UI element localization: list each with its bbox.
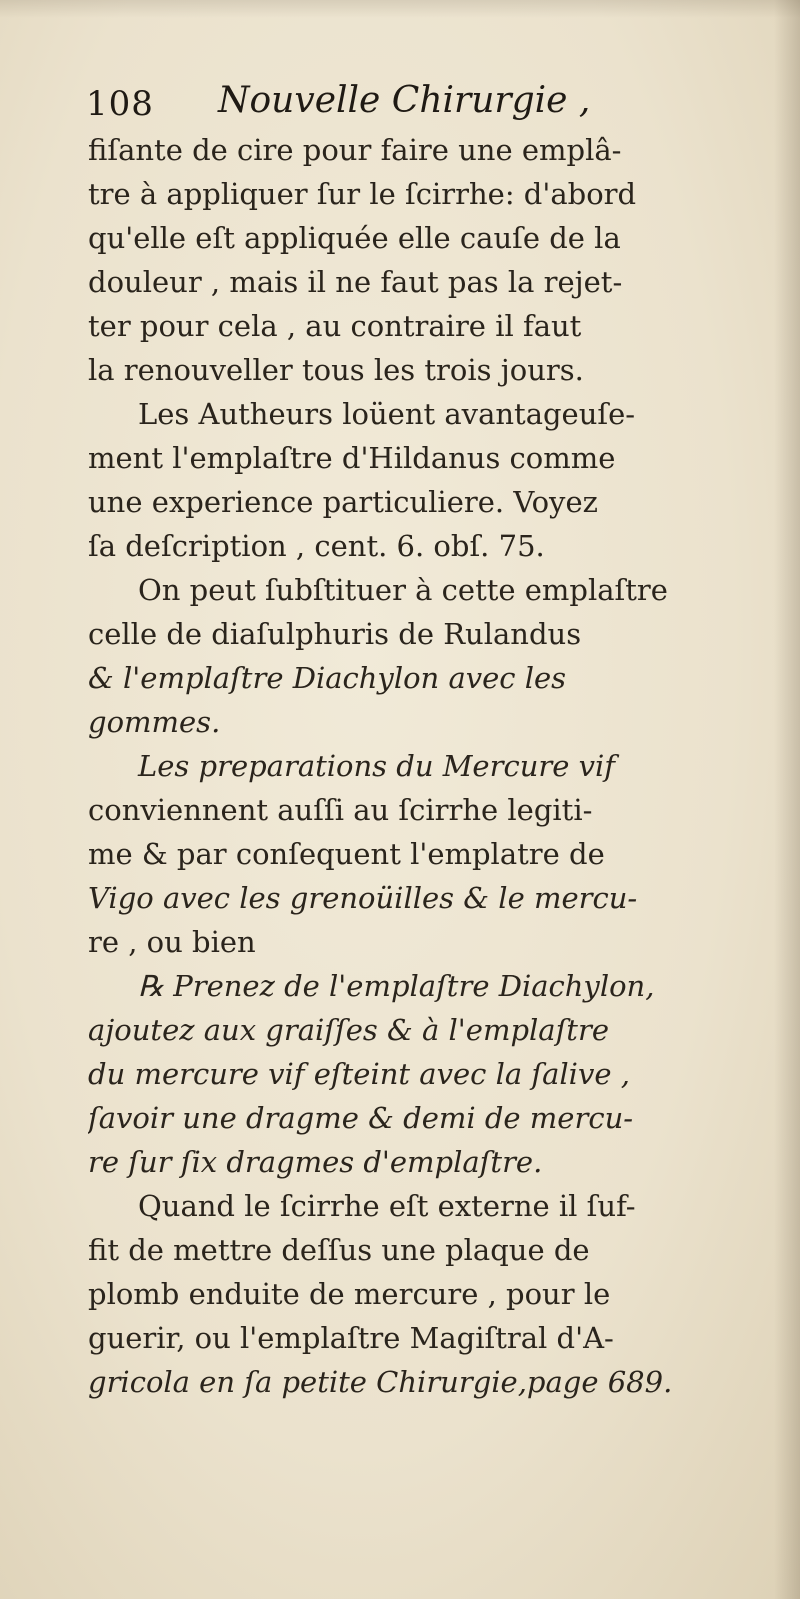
text-line: ment l'emplaſtre d'Hildanus comme	[88, 441, 616, 475]
text-line: Quand le ſcirrhe eſt externe il ſuf-	[138, 1189, 636, 1223]
text-line: re ſur ſix dragmes d'emplaſtre.	[88, 1145, 543, 1179]
text-line: plomb enduite de mercure , pour le	[88, 1277, 611, 1311]
text-line: une experience particuliere. Voyez	[88, 485, 598, 519]
text-line: ℞ Prenez de l'emplaſtre Diachylon,	[138, 969, 655, 1003]
text-line: ajoutez aux graiſſes & à l'emplaſtre	[88, 1013, 609, 1047]
text-line: me & par conſequent l'emplatre de	[88, 837, 605, 871]
text-line: gricola en ſa petite Chirurgie,page 689.	[88, 1365, 673, 1399]
text-line: Les preparations du Mercure vif	[138, 749, 616, 783]
text-line: du mercure vif eſteint avec la ſalive ,	[88, 1057, 630, 1091]
text-line: douleur , mais il ne faut pas la rejet-	[88, 265, 623, 299]
page-top-shadow	[0, 0, 800, 18]
page-number: 108	[86, 84, 154, 124]
text-line: ſavoir une dragme & demi de mercu-	[88, 1101, 634, 1135]
text-line: tre à appliquer ſur le ſcirrhe: d'abord	[88, 177, 637, 211]
running-title: Nouvelle Chirurgie ,	[218, 80, 591, 121]
text-line: conviennent auſſi au ſcirrhe legiti-	[88, 793, 593, 827]
text-line: On peut ſubſtituer à cette emplaſtre	[138, 573, 668, 607]
text-line: celle de diaſulphuris de Rulandus	[88, 617, 582, 651]
text-line: fiſante de cire pour faire une emplâ-	[88, 133, 622, 167]
text-line: qu'elle eſt appliquée elle cauſe de la	[88, 221, 621, 255]
text-line: & l'emplaſtre Diachylon avec les	[88, 661, 567, 695]
text-line: Les Autheurs loüent avantageuſe-	[138, 397, 636, 431]
text-line: la renouveller tous les trois jours.	[88, 353, 584, 387]
text-line: ter pour cela , au contraire il faut	[88, 309, 582, 343]
text-line: fit de mettre deſſus une plaque de	[88, 1233, 590, 1267]
text-line: re , ou bien	[88, 925, 256, 959]
page-spine-shadow	[774, 0, 800, 1599]
text-line: ſa deſcription , cent. 6. obſ. 75.	[88, 529, 545, 563]
text-line: gommes.	[88, 705, 221, 739]
text-line: Vigo avec les grenoüilles & le mercu-	[88, 881, 638, 915]
page-header	[86, 78, 726, 132]
text-block	[88, 128, 728, 1404]
text-line: guerir, ou l'emplaſtre Magiſtral d'A-	[88, 1321, 614, 1355]
